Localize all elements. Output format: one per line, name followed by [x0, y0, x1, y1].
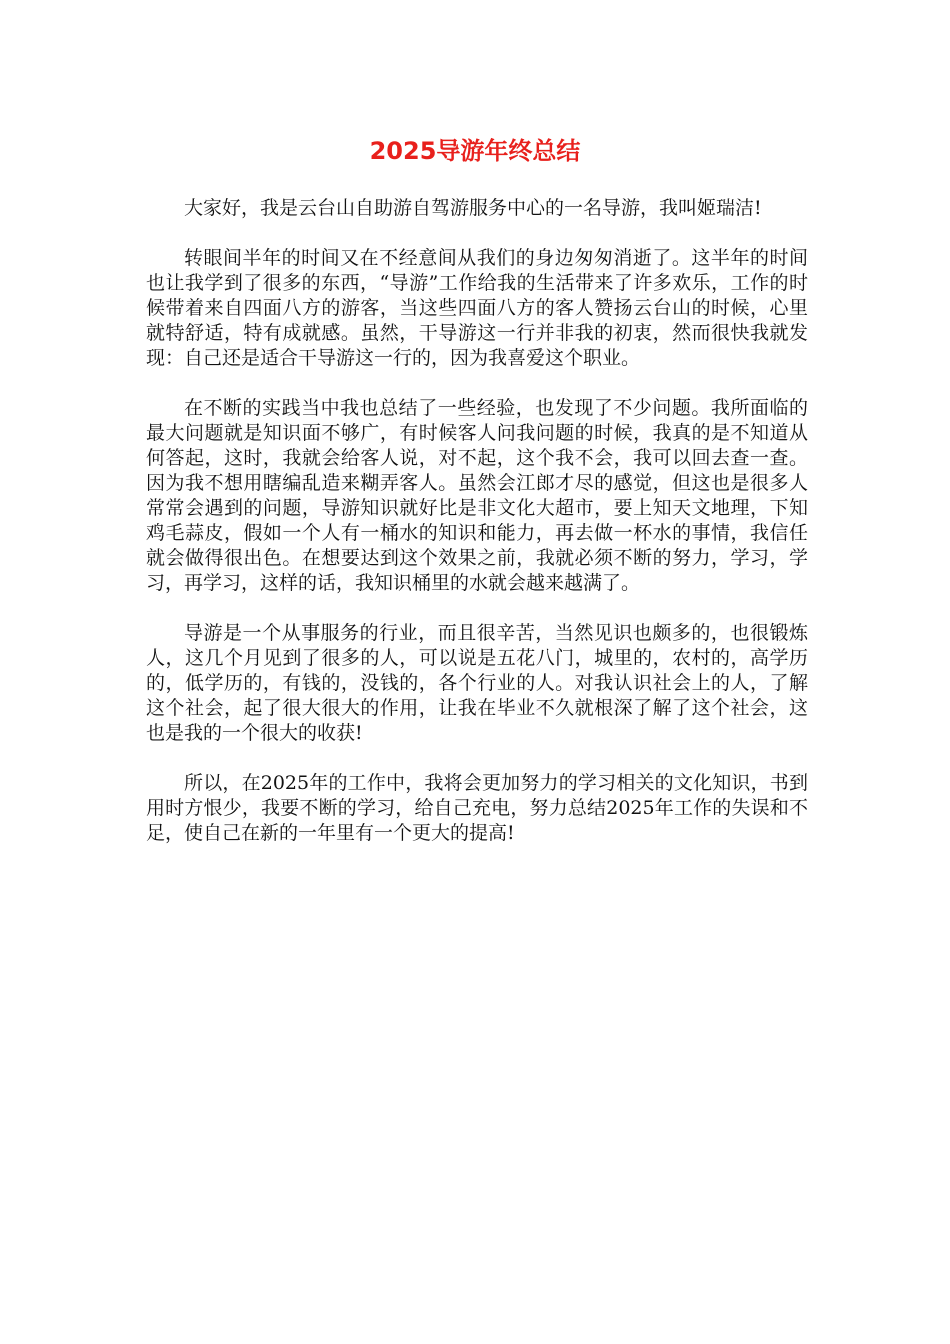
- paragraph-industry: 导游是一个从事服务的行业，而且很辛苦，当然见识也颇多的，也很锻炼人，这几个月见到了很多的人，可以说是五花八门，城里的，农村的，高学历的，低学历的，有钱的，没钱的，各个行业的人。对我认识社会上的人，了解这个社会，起了很大很大的作用，让我在毕业不久就根深了解了这个社会，这也是我的一个很大的收获!: [146, 622, 808, 744]
- paragraph-greeting: 大家好，我是云台山自助游自驾游服务中心的一名导游，我叫姬瑞洁!: [184, 197, 762, 219]
- paragraph-experience: 在不断的实践当中我也总结了一些经验，也发现了不少问题。我所面临的最大问题就是知识面不够广，有时候客人问我问题的时候，我真的是不知道从何答起，这时，我就会给客人说，对不起，这个我不会，我可以回去查一查。因为我不想用瞎编乱造来糊弄客人。虽然会江郎才尽的感觉，但这也是很多人常常会遇到的问题，导游知识就好比是非文化大超市，要上知天文地理，下知鸡毛蒜皮，假如一个人有一桶水的知识和能力，再去做一杯水的事情，我信任就会做得很出色。在想要达到这个效果之前，我就必须不断的努力，学习，学习，再学习，这样的话，我知识桶里的水就会越来越满了。: [146, 397, 808, 594]
- paragraph-reflection: 转眼间半年的时间又在不经意间从我们的身边匆匆消逝了。这半年的时间也让我学到了很多的东西，“导游”工作给我的生活带来了许多欢乐，工作的时候带着来自四面八方的游客，当这些四面八方的客人赞扬云台山的时候，心里就特舒适，特有成就感。虽然，干导游这一行并非我的初衷，然而很快我就发现：自己还是适合干导游这一行的，因为我喜爱这个职业。: [146, 247, 808, 369]
- paragraph-plan: 所以，在2025年的工作中，我将会更加努力的学习相关的文化知识，书到用时方恨少，我要不断的学习，给自己充电，努力总结2025年工作的失误和不足，使自己在新的一年里有一个更大的提高!: [146, 772, 808, 844]
- document-title: 2025导游年终总结: [369, 137, 581, 165]
- document-body: [146, 196, 808, 871]
